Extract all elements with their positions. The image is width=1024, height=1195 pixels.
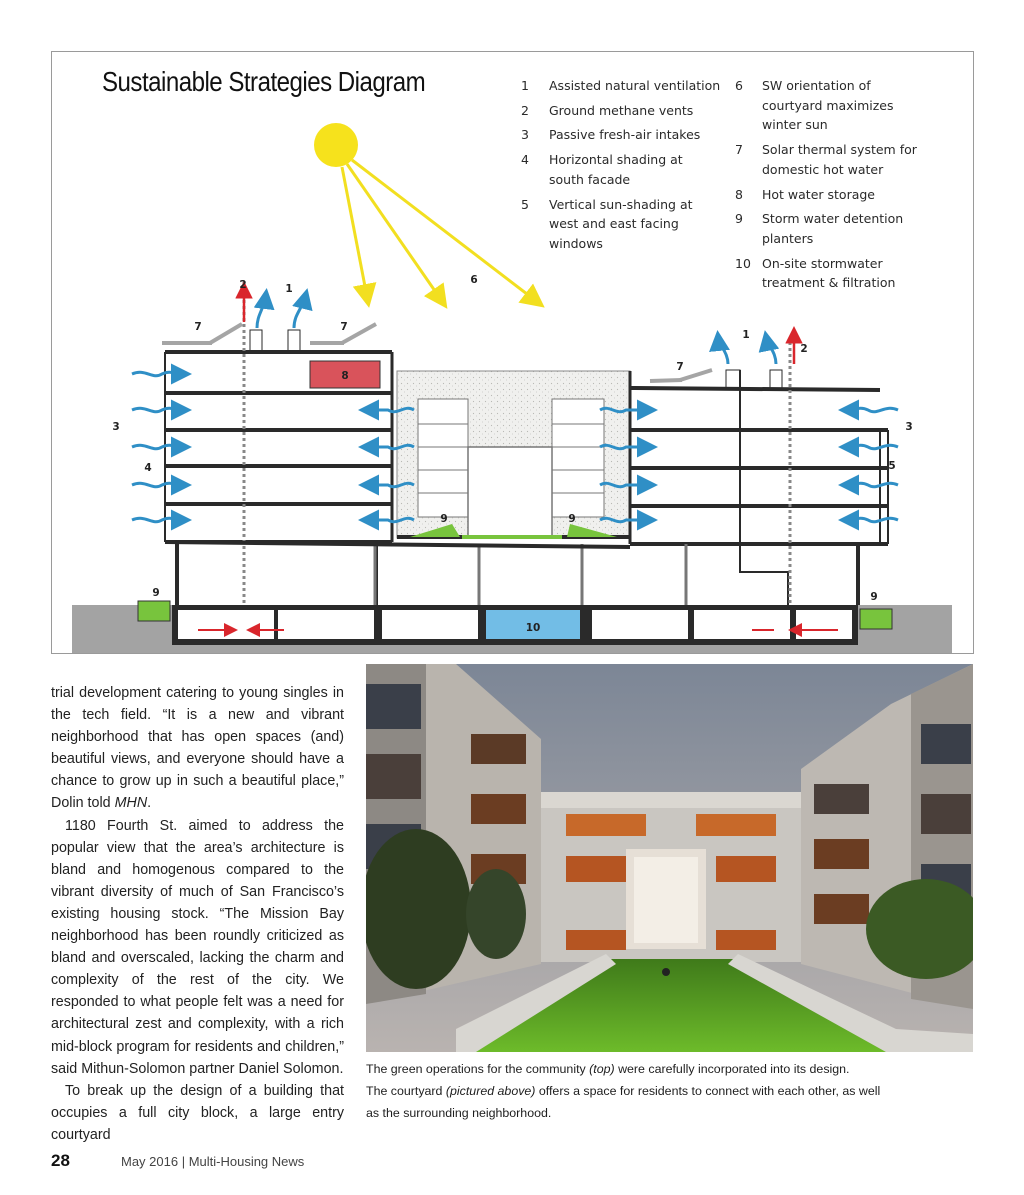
photo-caption: [366, 1058, 973, 1124]
marker-2: 2: [800, 343, 808, 355]
diagram-title: Sustainable Strategies Diagram: [102, 66, 426, 97]
caption-line: as the surrounding neighborhood.: [366, 1106, 552, 1120]
basement-bay: [592, 610, 688, 639]
courtyard-building: [397, 371, 630, 539]
marker-8: 8: [341, 370, 349, 382]
legend-item: 6 SW orientation of courtyard maximizes winter sun: [735, 78, 894, 133]
caption-line: The courtyard (pictured above) offers a space for residents to connect with each other, as well: [366, 1084, 881, 1098]
article-paragraph: 1180 Fourth St. aimed to address the popular view that the area’s architecture is bland and homogenous compared to the vibrant diversity of much of San Francisco’s existing housing stock. “The Mission Bay neighborhood has been roundly criticized as bland and overscaled, lacking the charm and complexity of the rest of the city. We responded to what people felt was a need for architectural zest and complexity, with a rich mid-block program for residents and children,” said Mithun-Solomon partner Daniel Solomon.: [51, 817, 344, 1077]
marker-7: 7: [194, 321, 202, 333]
sun: [314, 123, 358, 167]
caption-line: The green operations for the community (top) were carefully incorporated into its design.: [366, 1062, 850, 1076]
marker-9: 9: [568, 513, 576, 525]
marker-9: 9: [440, 513, 448, 525]
marker-9: 9: [870, 591, 878, 603]
courtyard-illustration: [366, 664, 973, 1052]
marker-7: 7: [676, 361, 684, 373]
marker-5: 5: [888, 460, 896, 472]
article-body: [51, 682, 344, 1146]
page-number: 28: [51, 1151, 70, 1170]
marker-4: 4: [144, 462, 152, 474]
marker-7: 7: [340, 321, 348, 333]
podium-columns: [375, 544, 686, 605]
sun-ray: [347, 164, 444, 304]
marker-2: 2: [239, 279, 247, 291]
marker-6: 6: [470, 274, 478, 286]
basement-bay: [178, 610, 274, 639]
planter: [860, 609, 892, 629]
basement-bay: [382, 610, 478, 639]
basement-bay: [796, 610, 852, 639]
legend-item: 3 Passive fresh-air intakes: [521, 127, 701, 143]
marker-10: 10: [525, 622, 541, 634]
marker-3: 3: [112, 421, 120, 433]
article-paragraph: To break up the design of a building that occupies a full city block, a large entry courtyard: [51, 1082, 344, 1143]
planter: [138, 601, 170, 621]
legend-item: 4 Horizontal shading at south facade: [521, 152, 683, 187]
legend-item: 1 Assisted natural ventilation: [521, 78, 721, 93]
legend-item: 10 On-site stormwater treatment & filtration: [735, 255, 896, 291]
legend-item: 5 Vertical sun-shading at west and east facing windows: [521, 196, 693, 251]
basement-bay: [278, 610, 374, 639]
building-section-drawing: [52, 52, 973, 653]
article-paragraph: trial development catering to young singles in the tech field. “It is a new and vibrant neighborhood that has open spaces (and) beautiful views, and everyone should have a chance to grow up in such a beautiful place,” Dolin told MHN.: [51, 685, 344, 812]
sustainable-strategies-diagram: [51, 51, 974, 654]
legend-item: 2 Ground methane vents: [521, 102, 694, 118]
sun-ray: [352, 160, 540, 304]
marker-9: 9: [152, 587, 160, 599]
marker-3: 3: [905, 421, 913, 433]
marker-1: 1: [742, 329, 750, 341]
legend-item: 7 Solar thermal system for domestic hot water: [735, 142, 917, 177]
basement-bay: [694, 610, 790, 639]
legend-item: 9 Storm water detention planters: [735, 211, 904, 246]
courtyard-photo: [366, 664, 973, 1052]
marker-1: 1: [285, 283, 293, 295]
legend-item: 8 Hot water storage: [735, 186, 875, 202]
footer-publication: May 2016 | Multi-Housing News: [121, 1154, 305, 1169]
